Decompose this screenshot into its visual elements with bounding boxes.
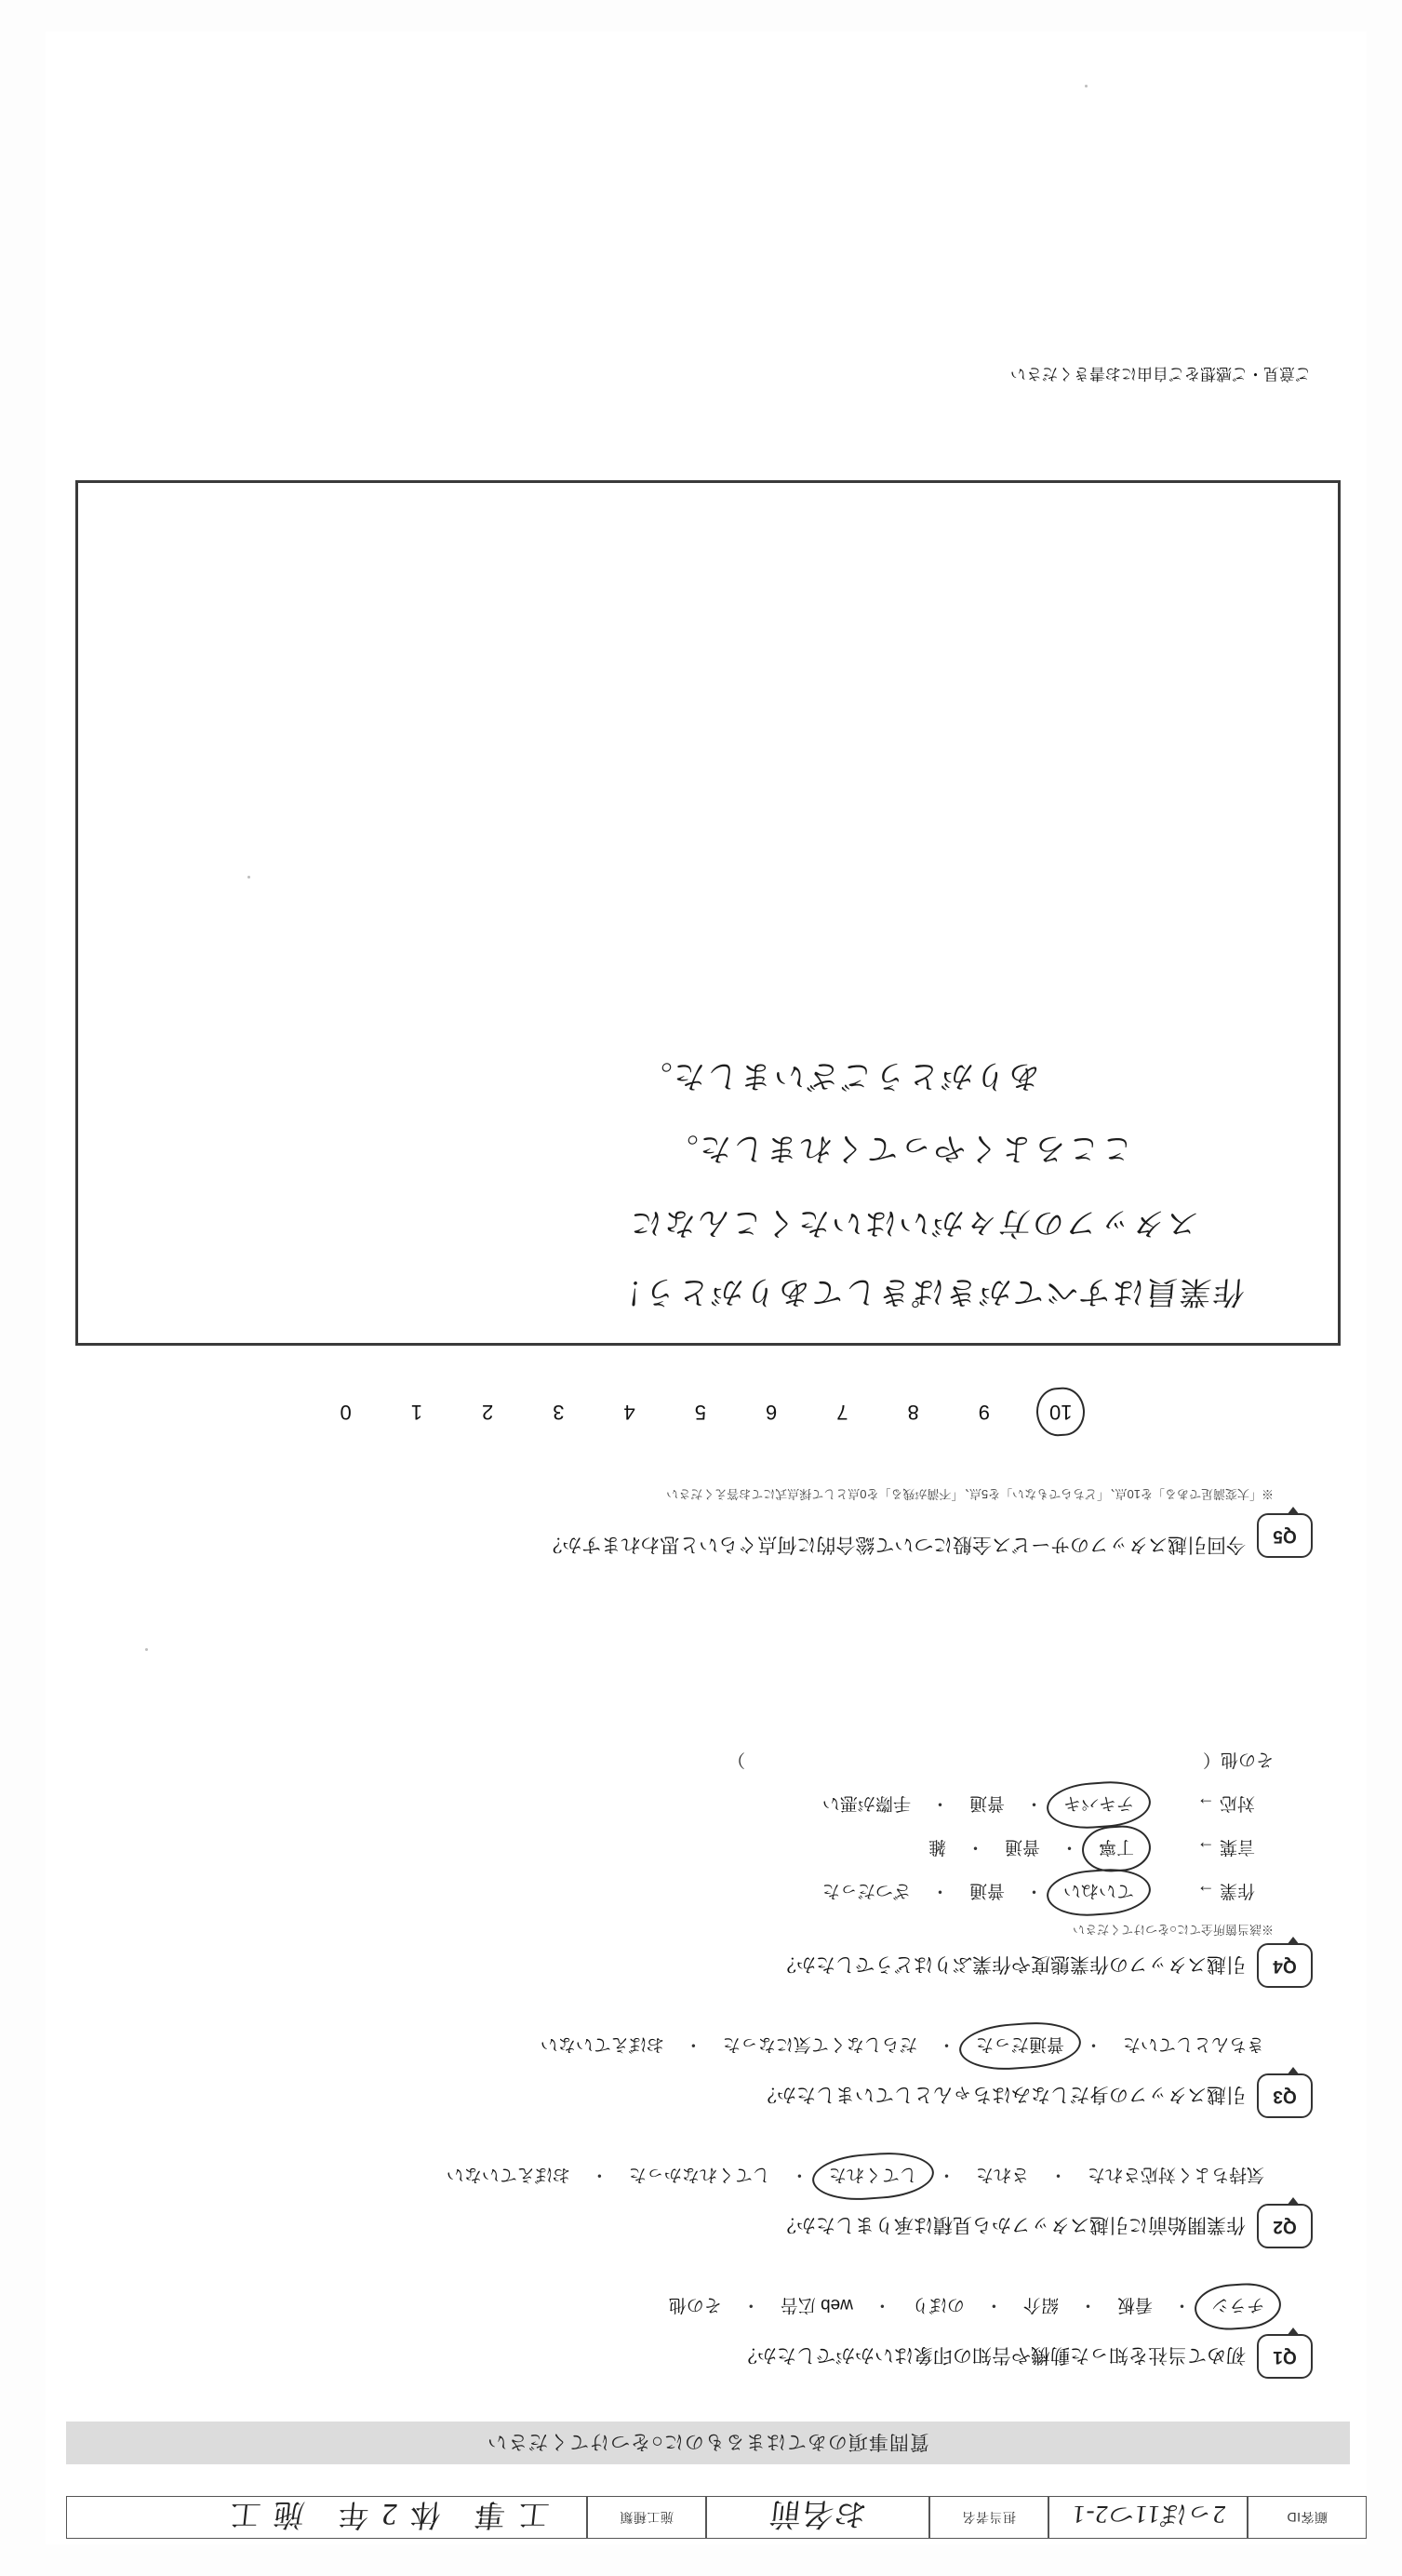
q4-number: Q4 [1257,1943,1313,1988]
q3-sep-1: ・ [937,2034,955,2054]
q2-option-0[interactable]: 気持ちよく対応された [1087,2165,1264,2184]
q4-other-label: その他（ [1202,1750,1274,1769]
q2-sep-1: ・ [937,2165,955,2184]
name-value-box [706,2496,929,2539]
q1-text: 初めて当社を知った動機や告知の印象はいかがでしたか？ [738,2344,1246,2366]
q4-row-work[interactable] [46,1878,1367,1907]
section-title: 質問事項のあてはまるものに○をつけてください [487,2431,929,2452]
q3-option-3[interactable]: おぼえていない [540,2034,664,2054]
q4-note: ※該当箇所全てに○をつけてください [1073,1923,1274,1937]
q2-option-3[interactable]: してくれなかった [628,2165,770,2184]
q5-scale-0[interactable]: 0 [340,1401,352,1424]
q2-option-2[interactable]: してくれた [820,2162,927,2191]
q1-sep-1: ・ [1078,2295,1097,2314]
q4-row-response-cell-2[interactable]: テキパキ [1054,1791,1143,1819]
q4-row-response-sep-1: ・ [930,1793,949,1813]
survey-paper [46,32,1367,2544]
free-comment-box[interactable] [75,480,1341,1346]
free-comment-line-1: 作業員はすべてがきぱきしてありがとう！ [608,1274,1247,1308]
q5-scale-2[interactable]: 2 [482,1401,494,1424]
q2-options[interactable] [46,2162,1367,2191]
q4-row-words-cell-2[interactable]: 雑 [928,1837,946,1857]
q3-option-1[interactable]: 普通だった [967,2032,1074,2060]
q5-scale-10[interactable]: 10 [1044,1396,1077,1428]
q1-option-5[interactable]: その他 [668,2295,722,2314]
q5-scale-4[interactable]: 4 [623,1401,635,1424]
q4-row-response-cell-0[interactable]: 手際が悪い [821,1793,911,1813]
q4-row-work-cell-2[interactable]: ざつだった [821,1881,911,1900]
question-q4 [46,1749,1367,1988]
q5-scale-5[interactable]: 5 [694,1401,707,1424]
q5-text: 今回引越スタッフのサービス全般について総合的に何点ぐらいと思われますか？ [542,1534,1246,1555]
q5-scale-6[interactable]: 6 [766,1401,778,1424]
free-comment-line-4: ありがとうございました。 [636,1058,1042,1093]
q4-row-work-cell-0[interactable]: ていねい [1054,1878,1143,1907]
kind-label-box [587,2496,706,2539]
customer-id-label: 顧客ID [1287,2510,1328,2525]
q5-scale-1[interactable]: 1 [410,1401,423,1424]
q4-row-work-sep-1: ・ [930,1881,949,1900]
kind-label: 施工種類 [620,2510,674,2525]
q5-scale[interactable] [46,1396,1367,1428]
q5-number: Q5 [1257,1513,1313,1558]
q3-number: Q3 [1257,2073,1313,2118]
q4-text: 引越スタッフの作業態度や作業ぶりはどうでしたか？ [777,1953,1246,1975]
q4-row-response[interactable] [46,1791,1367,1819]
q1-sep-0: ・ [1172,2295,1191,2314]
q5-note: ※「大変満足である」を10点、「どちらでもない」を5点、「不満が残る」を0点として採点式にてお答えください [666,1487,1274,1501]
q1-option-0[interactable]: チラシ [1202,2292,1274,2321]
q4-other-close: ） [727,1750,745,1769]
q4-row-work-cell-1[interactable]: 普通 [968,1881,1005,1900]
scan-speck [1085,85,1088,87]
customer-id-label-box [1248,2496,1367,2539]
q4-row-words-sep-1: ・ [966,1837,984,1857]
q2-text: 作業開始前に引越スタッフから見積は承りましたか？ [777,2214,1246,2235]
q3-text: 引越スタッフの身だしなみはちゃんとしていましたか？ [757,2084,1246,2105]
free-comment-line-2: スタッフの方々がいはいたくこんなに [627,1205,1200,1240]
q2-option-4[interactable]: おぼえていない [446,2165,570,2184]
q3-option-2[interactable]: だらしなくて気になった [722,2034,917,2054]
q1-number: Q1 [1257,2334,1313,2379]
free-comment-line-3: こころよくやってくれました。 [662,1131,1135,1165]
free-comment-label: ご意見・ご感想をご自由にお書きください [1010,365,1311,382]
q1-sep-3: ・ [873,2295,891,2314]
q4-other-field[interactable] [46,1749,1367,1774]
q4-row-words-cell-1[interactable]: 普通 [1004,1837,1040,1857]
q3-sep-2: ・ [684,2034,702,2054]
q2-sep-2: ・ [790,2165,808,2184]
q4-row-response-cell-1[interactable]: 普通 [968,1793,1005,1813]
q1-sep-4: ・ [741,2295,760,2314]
q3-option-0[interactable]: きちんとしていた [1122,2034,1264,2054]
survey-header [46,2487,1367,2544]
question-q5 [46,1486,1367,1558]
q4-row-response-label: 対応 → [1196,1793,1255,1813]
staff-label: 担当者名 [962,2510,1016,2525]
q1-option-4[interactable]: web 広告 [780,2295,853,2314]
scan-speck [145,1648,148,1651]
name-value: お名前 [767,2496,869,2531]
q4-row-words-cell-0[interactable]: 丁寧 [1089,1834,1143,1863]
q1-option-3[interactable]: のぼり [911,2295,965,2314]
section-title-bar [66,2422,1350,2464]
q4-row-response-sep-0: ・ [1024,1793,1043,1813]
q4-row-words-sep-0: ・ [1060,1837,1078,1857]
q1-option-2[interactable]: 紹介 [1022,2295,1059,2314]
scan-speck [247,876,250,879]
q5-scale-3[interactable]: 3 [553,1401,565,1424]
q4-row-work-sep-0: ・ [1024,1881,1043,1900]
q2-number: Q2 [1257,2204,1313,2248]
q3-sep-0: ・ [1084,2034,1102,2054]
q1-sep-2: ・ [984,2295,1003,2314]
q2-sep-3: ・ [590,2165,608,2184]
question-q2 [46,2162,1367,2248]
question-q3 [46,2032,1367,2118]
staff-label-box [929,2496,1048,2539]
question-q1 [46,2292,1367,2379]
q5-scale-9[interactable]: 9 [978,1401,991,1424]
q5-scale-8[interactable]: 8 [907,1401,919,1424]
customer-id-value-box [1048,2496,1248,2539]
kind-value-box [66,2496,587,2539]
q1-option-1[interactable]: 看板 [1116,2295,1153,2314]
q4-row-words-label: 言葉 → [1196,1837,1255,1857]
q3-options[interactable] [46,2032,1367,2060]
q4-row-work-label: 作業 → [1196,1881,1255,1900]
q4-row-words[interactable] [46,1834,1367,1863]
q5-scale-7[interactable]: 7 [836,1401,848,1424]
kind-handwritten-note: 工事 体2年 施工 [215,2497,552,2531]
customer-id-value: 2っぽ11つ2-1 [1069,2501,1227,2529]
q1-options[interactable] [46,2292,1367,2321]
q2-sep-0: ・ [1048,2165,1067,2184]
q2-option-1[interactable]: された [975,2165,1029,2184]
